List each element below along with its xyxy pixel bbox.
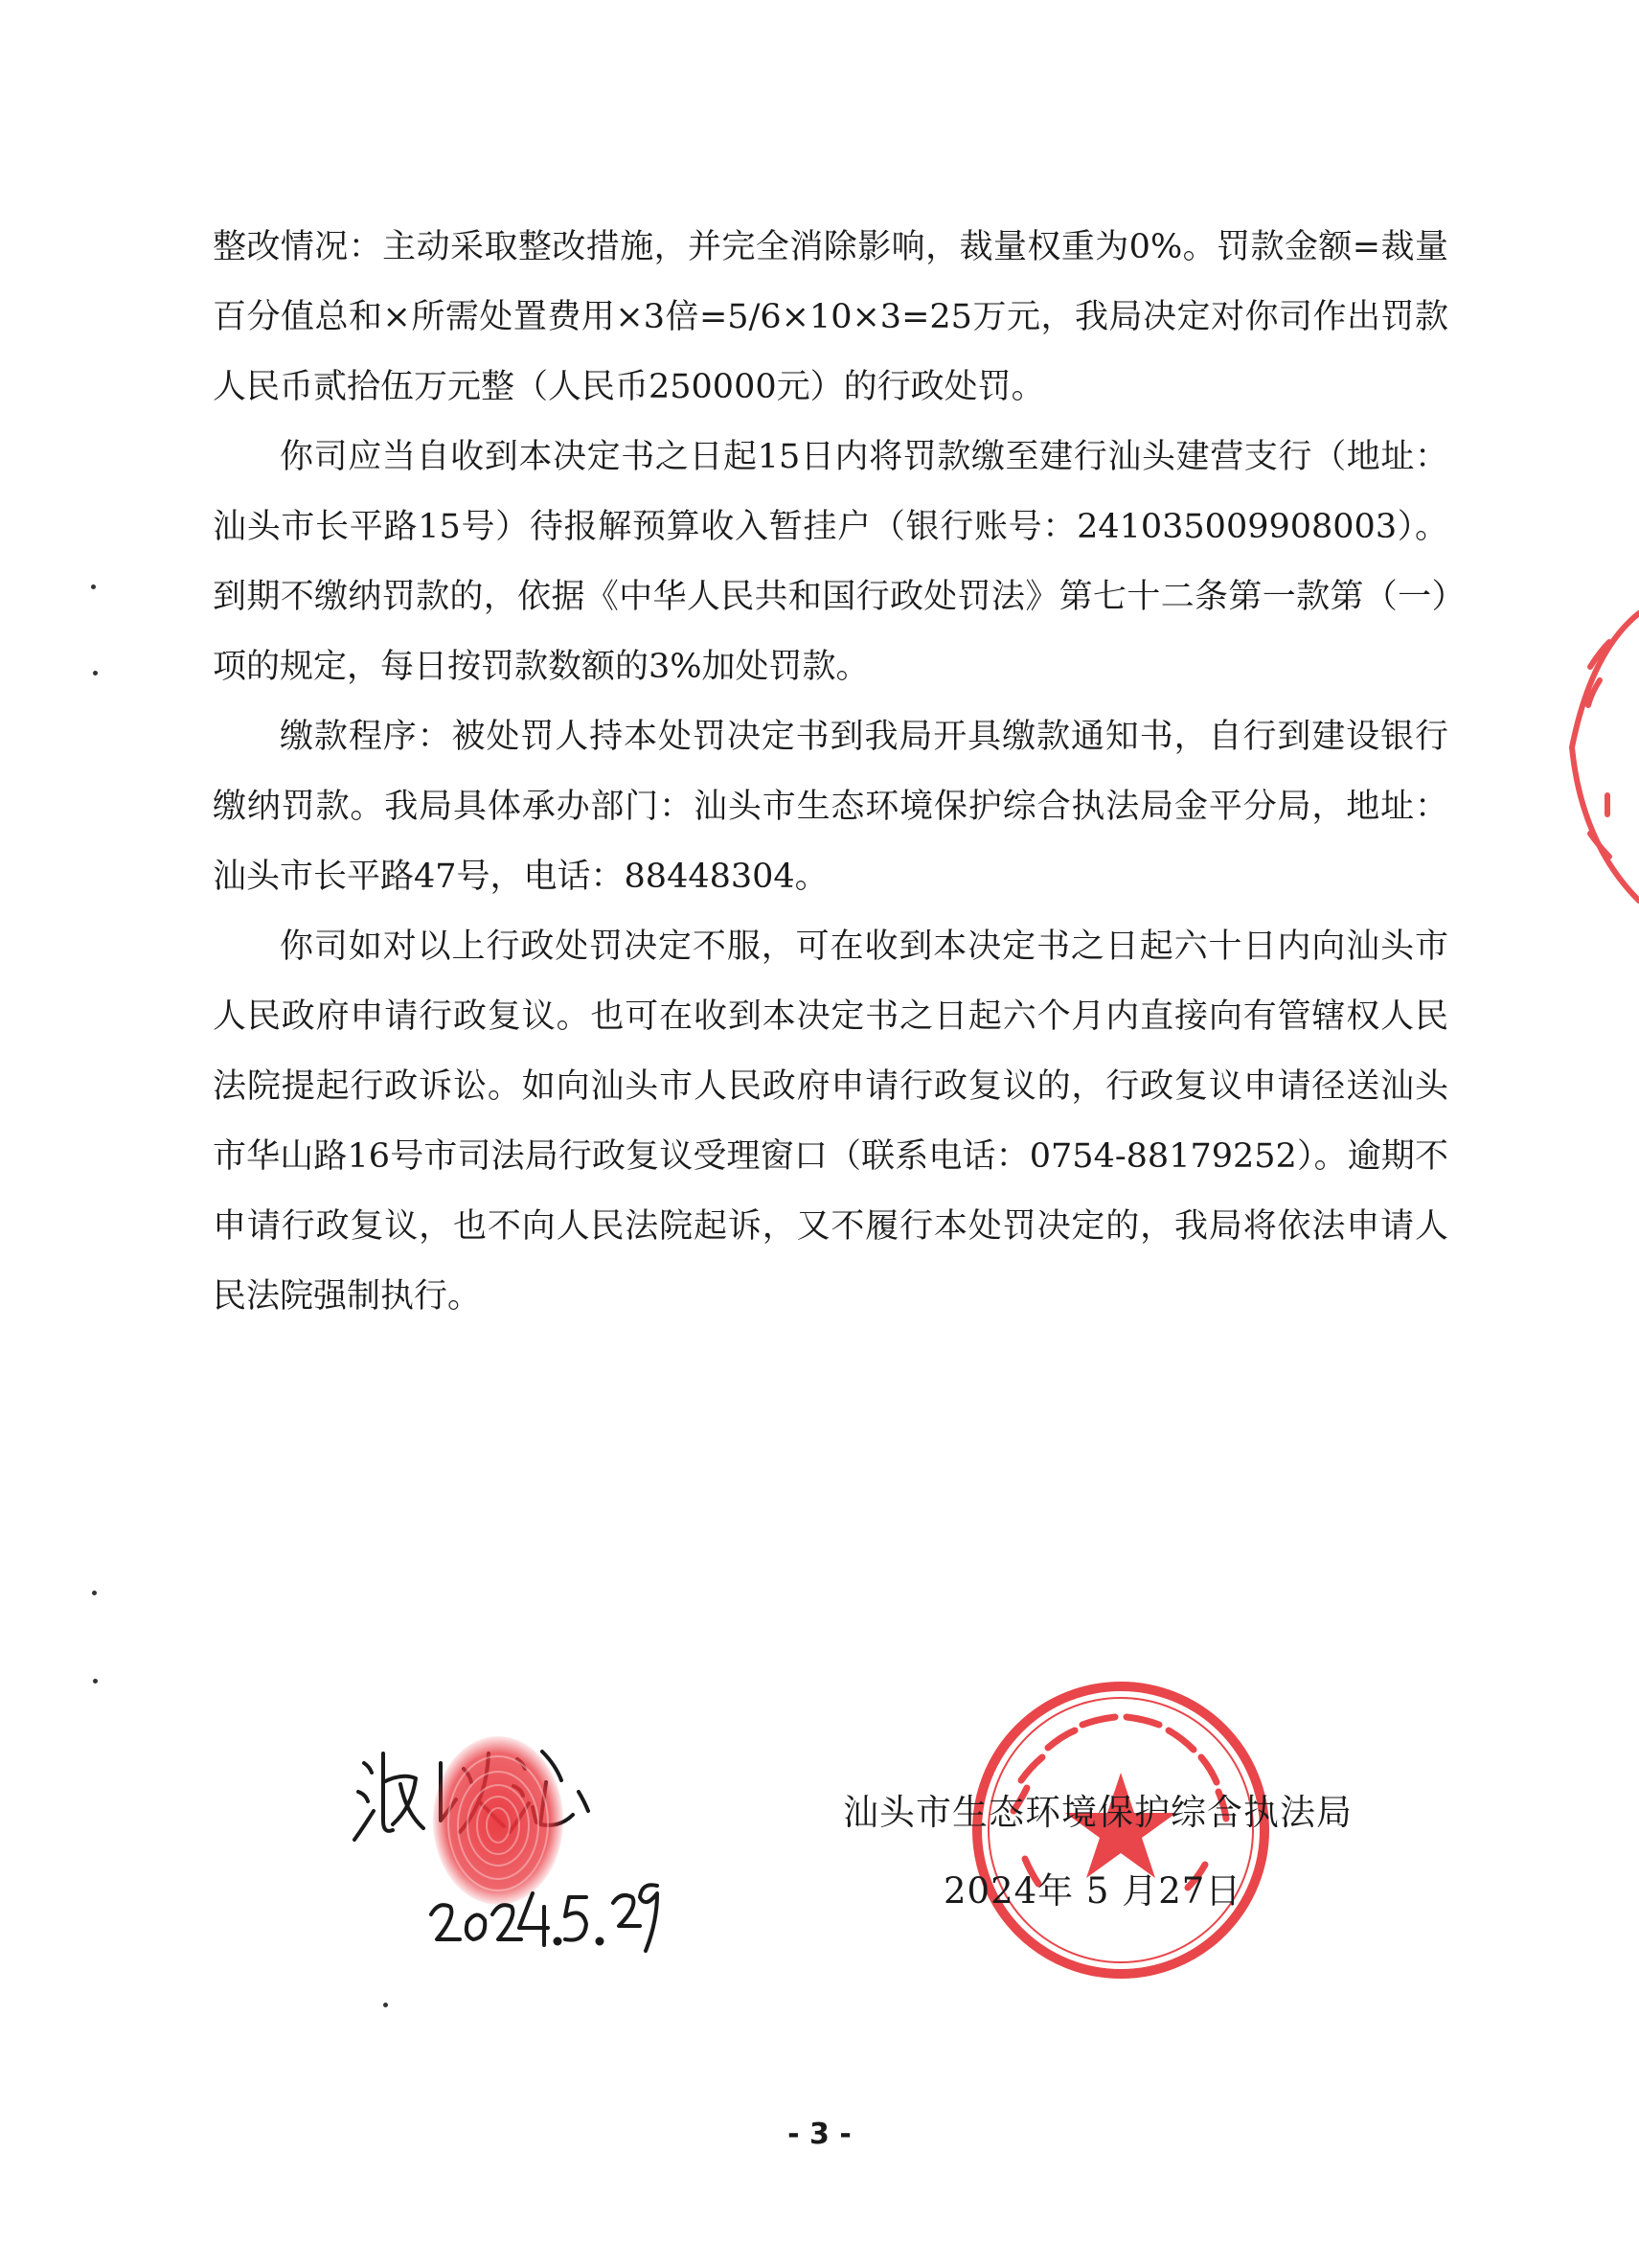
fingerprint-mark [421,1730,575,1912]
document-body [213,213,1448,1332]
page-number: - 3 - [787,2118,852,2151]
scan-speck [91,584,96,589]
scan-speck [93,671,98,676]
paragraph-payment-procedure: 缴款程序：被处罚人持本处罚决定书到我局开具缴款通知书，自行到建设银行缴纳罚款。我局具体承办部门：汕头市生态环境保护综合执法局金平分局，地址：汕头市长平路47号，电话：88448304。 [213,718,1448,896]
paragraph-rectification: 整改情况：主动采取整改措施，并完全消除影响，裁量权重为0%。罚款金额=裁量百分值总和×所需处置费用×3倍=5/6×10×3=25万元，我局决定对你司作出罚款人民币贰拾伍万元整（人民币250000元）的行政处罚。 [213,228,1448,406]
scan-speck [93,1679,98,1684]
seal-fragment-edge [1552,604,1639,910]
paragraph-payment-deadline: 你司应当自收到本决定书之日起15日内将罚款缴至建行汕头建营支行（地址：汕头市长平路15号）待报解预算收入暂挂户（银行账号：241035009908003）。到期不缴纳罚款的，依据《中华人民共和国行政处罚法》第七十二条第一款第（一）项的规定，每日按罚款数额的3%加处罚款。 [213,438,1448,686]
issuing-authority: 汕头市生态环境保护综合执法局 [843,1792,1353,1833]
issue-date: 2024年 5 月27日 [944,1870,1242,1912]
scan-speck [383,2003,388,2007]
scan-speck [92,1591,97,1595]
paragraph-appeal-rights: 你司如对以上行政处罚决定不服，可在收到本决定书之日起六十日内向汕头市人民政府申请行政复议。也可在收到本决定书之日起六个月内直接向有管辖权人民法院提起行政诉讼。如向汕头市人民政府申请行政复议的，行政复议申请径送汕头市华山路16号市司法局行政复议受理窗口（联系电话：0754-88179252）。逾期不申请行政复议，也不向人民法院起诉，又不履行本处罚决定的，我局将依法申请人民法院强制执行。 [213,928,1448,1316]
